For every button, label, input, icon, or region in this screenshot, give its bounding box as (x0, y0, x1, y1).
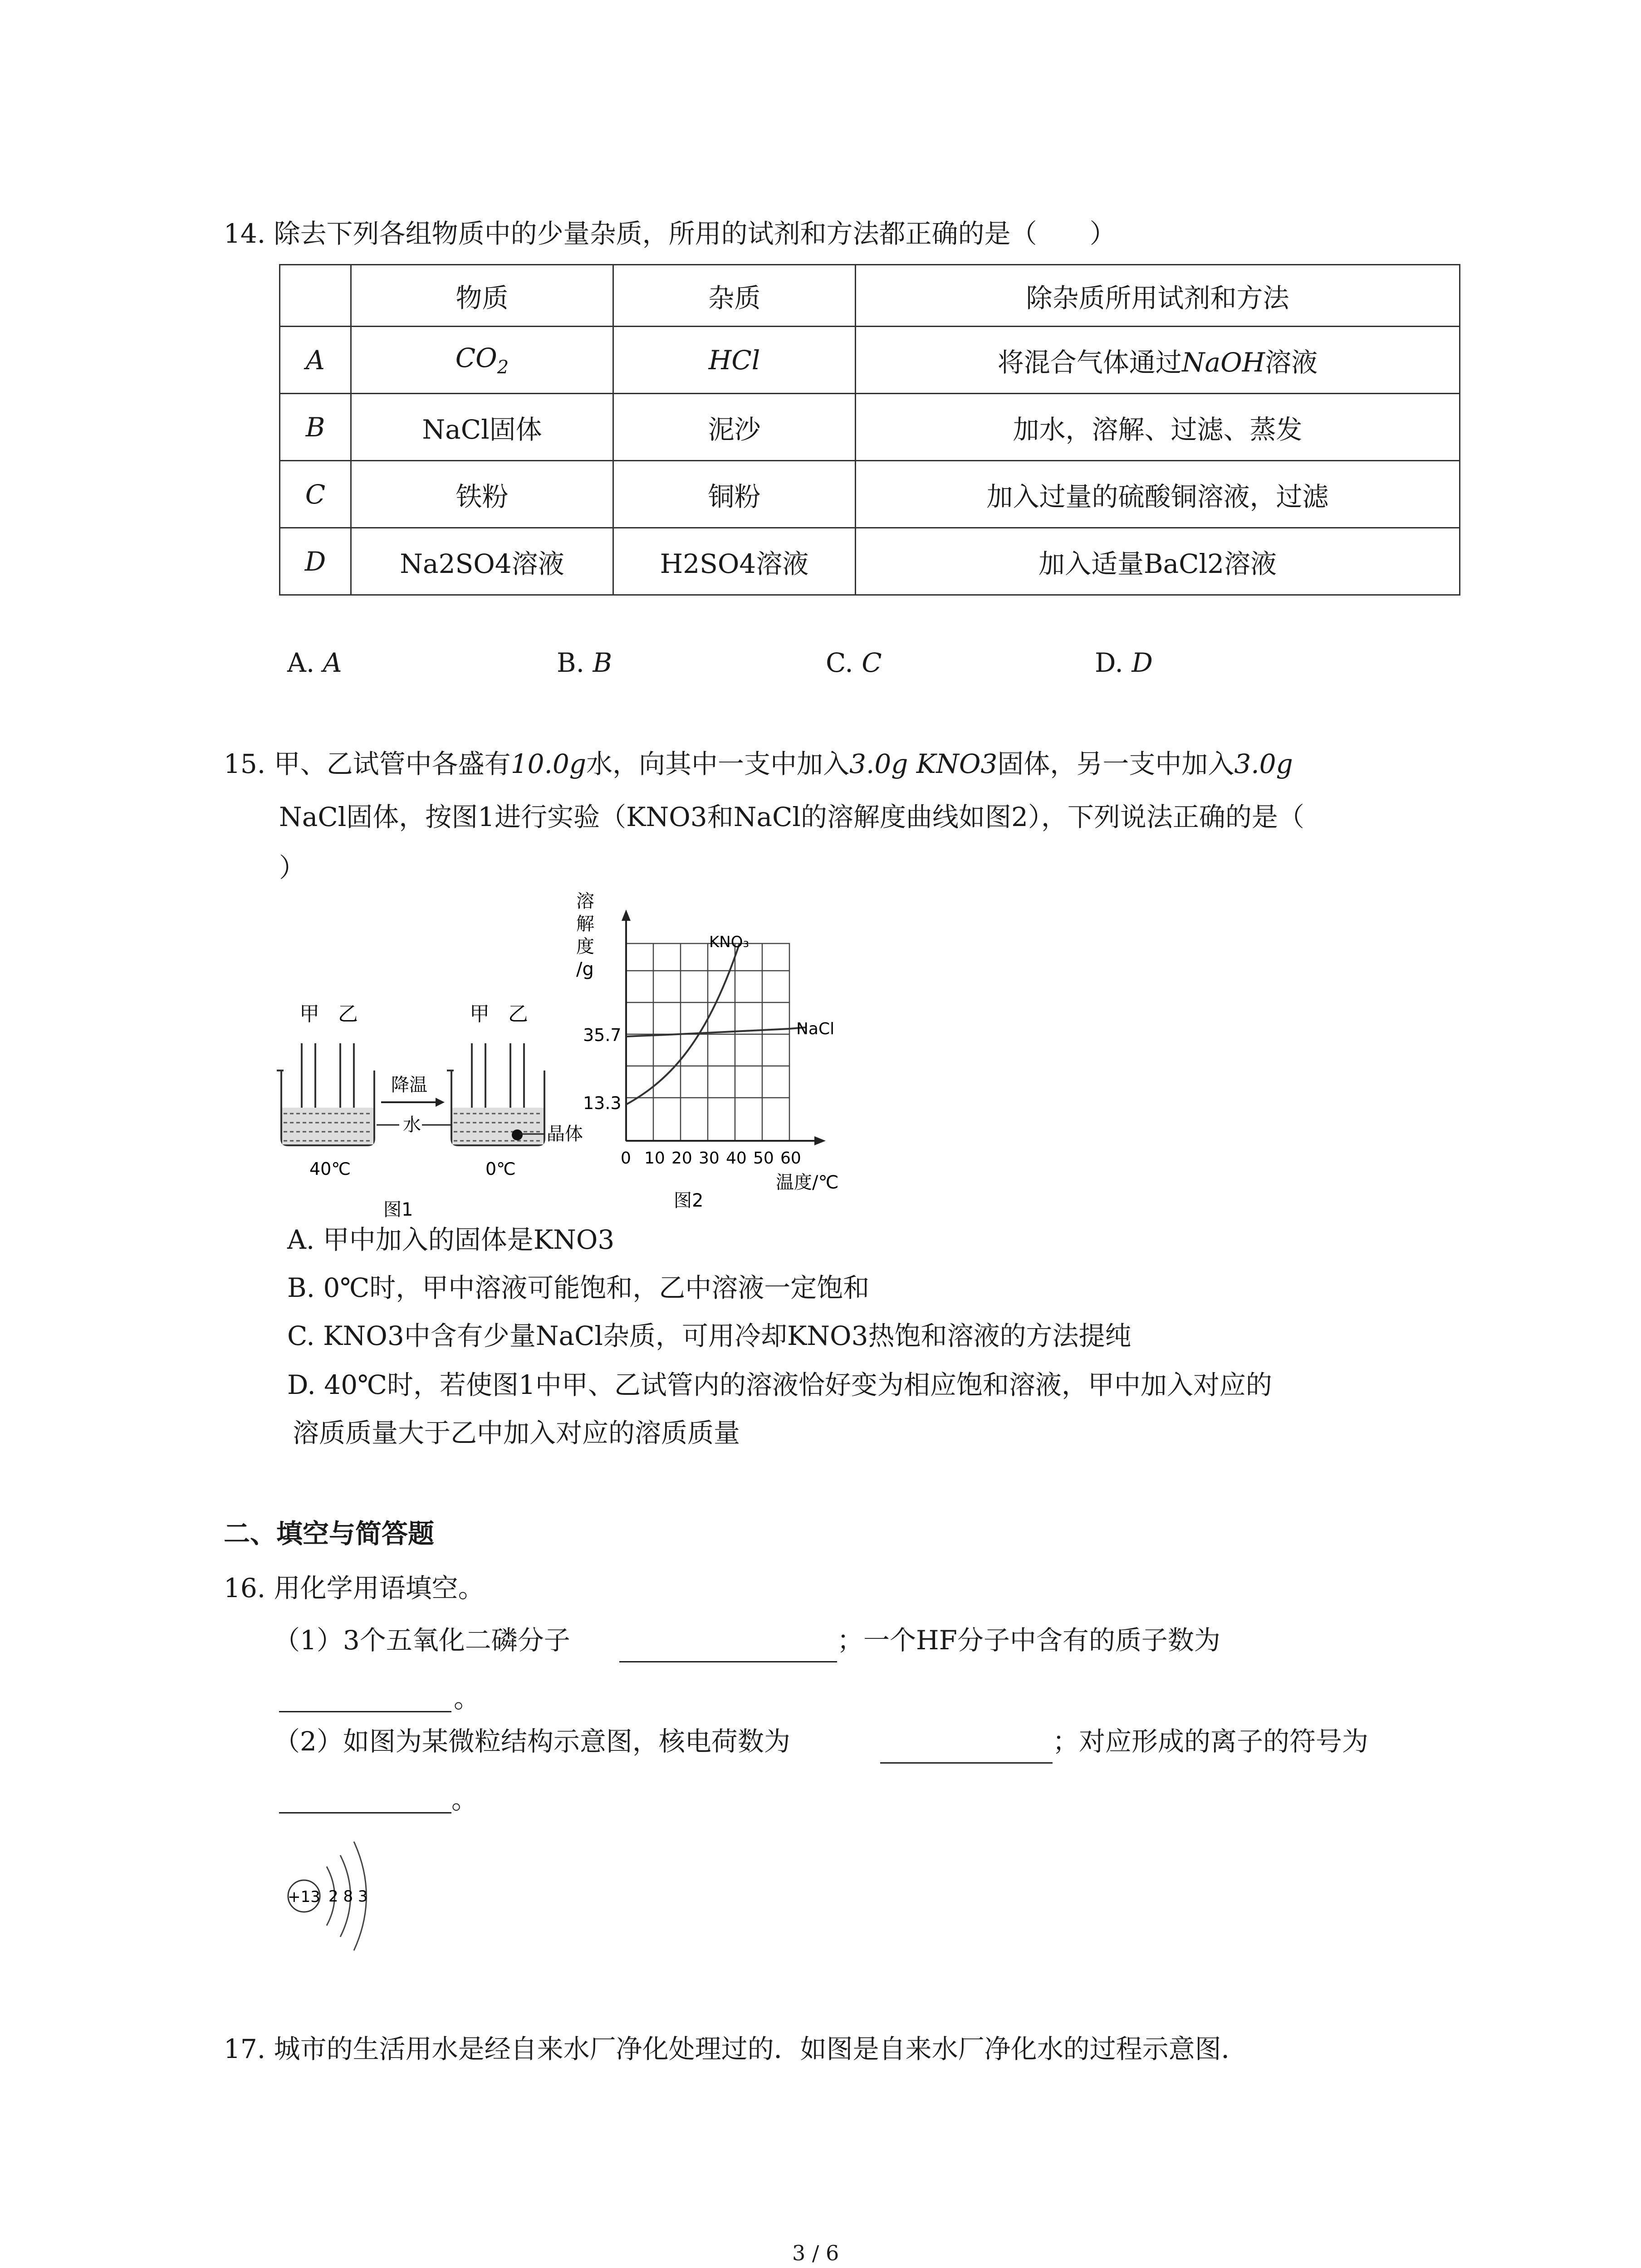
q16-part1-a: （1）3个五氧化二磷分子 (274, 1625, 570, 1656)
electron-shells: 2 8 3 (328, 1887, 368, 1906)
section-title: 二、填空与简答题 (224, 1518, 435, 1549)
table-row (280, 528, 1460, 595)
x-tick-label: 30 (699, 1149, 720, 1168)
fig2-ylabel: /g (576, 959, 594, 980)
answer-blank[interactable] (279, 1812, 451, 1813)
q14-option-c[interactable]: C. C (826, 647, 882, 678)
answer-blank[interactable] (619, 1661, 837, 1662)
impurity-cell: 铜粉 (613, 461, 856, 528)
table-header-row (280, 265, 1460, 327)
figure-1 (272, 989, 590, 1225)
q16-part1-end: 。 (454, 1683, 480, 1714)
atom-structure-diagram (272, 1823, 417, 1960)
impurity-cell: H2SO4溶液 (613, 528, 856, 595)
q15-stem-line2: NaCl固体，按图1进行实验（KNO3和NaCl的溶解度曲线如图2），下列说法正确的是（ (279, 802, 1304, 832)
y-tick-label: 35.7 (583, 1025, 622, 1045)
row-label: A (280, 327, 351, 394)
x-axis-arrow-icon (814, 1136, 826, 1145)
fig2-ylabel: 度 (576, 936, 594, 957)
x-tick-label: 50 (753, 1149, 774, 1168)
fig1-tube-label: 乙 (338, 1002, 358, 1026)
fig1-crystal-label: 晶体 (547, 1124, 583, 1144)
substance-cell: $CO_2$ (351, 327, 613, 394)
table-row (280, 394, 1460, 461)
impurity-cell: 泥沙 (613, 394, 856, 461)
table-header-cell: 杂质 (613, 265, 856, 327)
kno3-curve (626, 943, 740, 1105)
answer-blank[interactable] (279, 1711, 451, 1712)
q14-option-a[interactable]: A. A (287, 647, 342, 678)
q16-part1-b: ；一个HF分子中含有的质子数为 (837, 1625, 1220, 1656)
x-tick-label: 40 (726, 1149, 747, 1168)
nacl-label: NaCl (796, 1020, 835, 1038)
method-cell: 加水，溶解、过滤、蒸发 (856, 394, 1460, 461)
q16-part2-a: （2）如图为某微粒结构示意图，核电荷数为 (274, 1726, 790, 1757)
kno3-label: KNO₃ (709, 933, 749, 951)
answer-blank[interactable] (880, 1762, 1053, 1764)
q15-option-a[interactable]: A. 甲中加入的固体是KNO3 (287, 1224, 615, 1255)
fig1-tube-label: 甲 (299, 1002, 319, 1026)
fig2-xlabel: 温度/℃ (776, 1172, 839, 1193)
method-cell: 将混合气体通过NaOH溶液 (856, 327, 1460, 394)
fig1-water-label: 水 (403, 1114, 421, 1135)
substance-cell: NaCl固体 (351, 394, 613, 461)
fig1-tube-label: 甲 (470, 1002, 490, 1026)
q16-stem: 16. 用化学用语填空。 (224, 1573, 485, 1603)
nucleus-charge: +13 (288, 1888, 320, 1906)
q16-part2-b: ；对应形成的离子的符号为 (1053, 1726, 1369, 1757)
fig1-temp-right: 0℃ (485, 1159, 516, 1179)
table-header-cell (280, 265, 351, 327)
fig2-caption: 图2 (674, 1190, 704, 1211)
q15-option-b[interactable]: B. 0℃时，甲中溶液可能饱和，乙中溶液一定饱和 (287, 1272, 870, 1303)
table-row (280, 461, 1460, 528)
q14-table (279, 264, 1460, 596)
table-header-cell: 物质 (351, 265, 613, 327)
fig2-ylabel: 溶 (576, 891, 594, 912)
q15-option-d-cont: 溶质质量大于乙中加入对应的溶质质量 (293, 1418, 740, 1448)
method-cell: 加入过量的硫酸铜溶液，过滤 (856, 461, 1460, 528)
fig1-temp-left: 40℃ (309, 1159, 351, 1179)
row-label: C (280, 461, 351, 528)
q14-option-d[interactable]: D. D (1095, 647, 1153, 678)
arrow-icon (436, 1098, 445, 1107)
y-axis-arrow-icon (622, 909, 631, 921)
q16-part2-end: 。 (451, 1784, 478, 1815)
q17-stem: 17. 城市的生活用水是经自来水厂净化处理过的．如图是自来水厂净化水的过程示意图． (224, 2033, 1248, 2064)
q15-option-d[interactable]: D. 40℃时，若使图1中甲、乙试管内的溶液恰好变为相应饱和溶液，甲中加入对应的 (287, 1369, 1272, 1400)
x-tick-label: 10 (644, 1149, 665, 1168)
y-tick-label: 13.3 (583, 1093, 622, 1113)
substance-cell: Na2SO4溶液 (351, 528, 613, 595)
impurity-cell: HCl (613, 327, 856, 394)
q15-stem-line3: ） (279, 852, 306, 883)
x-tick-label: 60 (780, 1149, 801, 1168)
q15-option-c[interactable]: C. KNO3中含有少量NaCl杂质，可用冷却KNO3热饱和溶液的方法提纯 (287, 1320, 1132, 1351)
fig1-arrow-label: 降温 (391, 1075, 427, 1095)
figure-2 (572, 889, 853, 1216)
q15-stem-line1: 15. 甲、乙试管中各盛有10.0g水，向其中一支中加入3.0g KNO3固体，另一支中加入3.0g (224, 748, 1293, 779)
q14-stem: 14. 除去下列各组物质中的少量杂质，所用的试剂和方法都正确的是（ ） (224, 218, 1116, 249)
row-label: B (280, 394, 351, 461)
table-row (280, 327, 1460, 394)
x-tick-label: 20 (671, 1149, 692, 1168)
q14-option-b[interactable]: B. B (557, 647, 612, 678)
page-number: 3 / 6 (792, 2241, 839, 2265)
fig1-caption: 图1 (383, 1199, 413, 1220)
fig2-ylabel: 解 (576, 914, 594, 934)
row-label: D (280, 528, 351, 595)
crystal-dot (512, 1129, 523, 1140)
method-cell: 加入适量BaCl2溶液 (856, 528, 1460, 595)
substance-cell: 铁粉 (351, 461, 613, 528)
x-tick-label: 0 (621, 1149, 631, 1168)
table-header-cell: 除杂质所用试剂和方法 (856, 265, 1460, 327)
fig1-tube-label: 乙 (508, 1002, 528, 1026)
